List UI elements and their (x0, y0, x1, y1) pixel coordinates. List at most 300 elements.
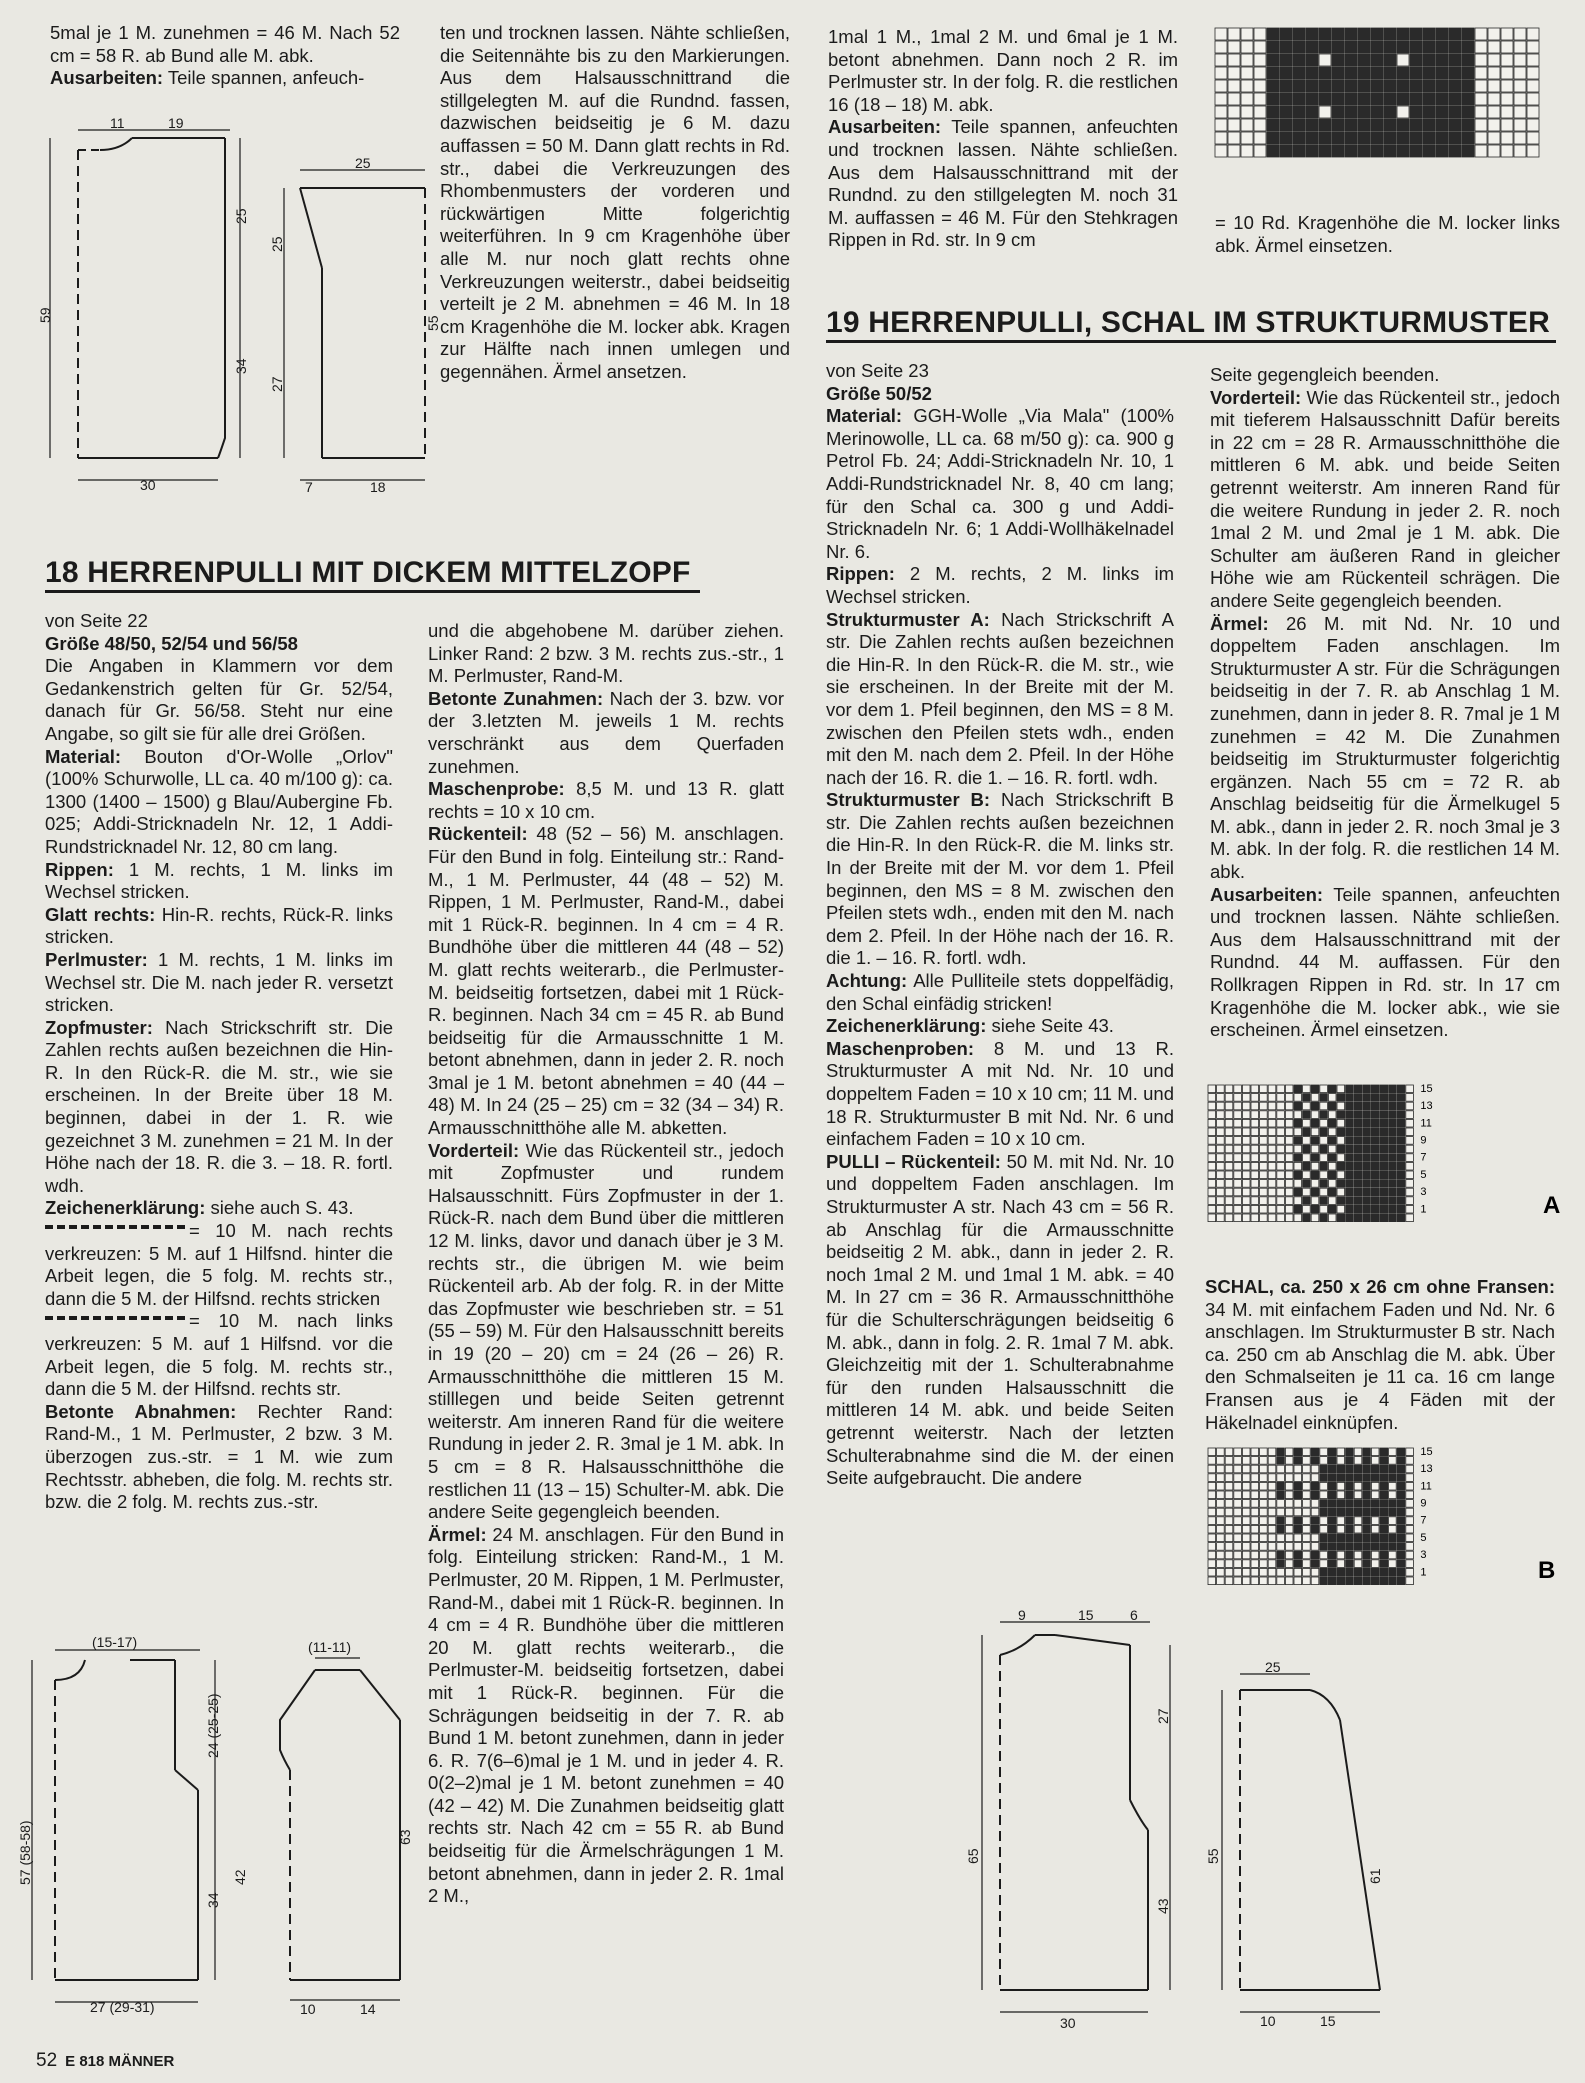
chart-cell (1251, 1517, 1259, 1525)
paragraph: Glatt rechts: Hin-R. rechts, Rück-R. links stricken. (45, 903, 393, 948)
chart-cell (1294, 1171, 1302, 1179)
chart-cell (1354, 1214, 1362, 1222)
chart-cell (1303, 1119, 1311, 1127)
chart-cell (1251, 1551, 1259, 1559)
chart-cell (1268, 1465, 1276, 1473)
chart-cell (1380, 1205, 1388, 1213)
chart-cell (1389, 1543, 1397, 1551)
dim-label: 34 (205, 1892, 221, 1908)
chart-cell (1449, 80, 1461, 92)
schematic-front-18-bottom (17, 1634, 230, 2020)
chart-cell (1294, 1474, 1302, 1482)
chart-cell (1277, 1534, 1285, 1542)
chart-cell (1346, 1102, 1354, 1110)
chart-cell (1354, 1171, 1362, 1179)
chart-cell (1311, 1457, 1319, 1465)
row-number: 5 (1420, 1168, 1427, 1181)
chart-cell (1397, 1119, 1405, 1127)
chart-cell (1311, 1162, 1319, 1170)
chart-cell (1285, 1508, 1293, 1516)
chart-cell (1320, 1560, 1328, 1568)
cross-right-symbol (45, 1225, 185, 1239)
chart-cell (1397, 1577, 1405, 1585)
chart-cell (1371, 1085, 1379, 1093)
paragraph: = 10 M. nach links verkreuzen: 5 M. auf 1 Hilfsnd. vor die Arbeit legen, die 5 folg. M. rechts str., dann die 5 M. der Hilfsnd. rechts str. (45, 1310, 393, 1400)
chart-cell (1251, 1508, 1259, 1516)
chart-cell (1277, 1119, 1285, 1127)
page-footer (36, 2050, 174, 2072)
dim-label: 63 (397, 1829, 413, 1845)
chart-cell (1380, 1508, 1388, 1516)
chart-cell (1363, 1119, 1371, 1127)
chart-cell (1234, 1094, 1242, 1102)
chart-cell (1328, 1171, 1336, 1179)
chart-cell (1384, 54, 1396, 66)
chart-cell (1294, 1145, 1302, 1153)
sec18-col1 (45, 610, 393, 1514)
chart-cell (1380, 1171, 1388, 1179)
chart-cell (1208, 1162, 1216, 1170)
dim-label: 24 (25-25) (205, 1693, 221, 1758)
chart-cell (1462, 132, 1474, 144)
dim-label: 15 (1078, 1607, 1094, 1623)
paragraph: Zeichenerklärung: siehe Seite 43. (826, 1015, 1114, 1037)
chart-cell (1363, 1448, 1371, 1456)
chart-cell (1320, 1162, 1328, 1170)
chart-cell (1241, 93, 1253, 105)
chart-cell (1380, 1534, 1388, 1542)
chart-cell (1423, 119, 1435, 131)
chart-cell (1389, 1457, 1397, 1465)
chart-cell (1346, 1543, 1354, 1551)
chart-cell (1389, 1145, 1397, 1153)
chart-cell (1254, 67, 1266, 79)
chart-cell (1242, 1094, 1250, 1102)
chart-cell (1267, 93, 1279, 105)
chart-cell (1294, 1128, 1302, 1136)
chart-cell (1311, 1534, 1319, 1542)
chart-cell (1320, 1180, 1328, 1188)
chart-cell (1294, 1560, 1302, 1568)
chart-cell (1397, 1474, 1405, 1482)
chart-cell (1294, 1457, 1302, 1465)
chart-cell (1449, 145, 1461, 157)
chart-cell (1423, 80, 1435, 92)
chart-cell (1234, 1534, 1242, 1542)
chart-cell (1346, 1162, 1354, 1170)
chart-cell (1328, 1180, 1336, 1188)
chart-cell (1285, 1577, 1293, 1585)
chart-cell (1423, 106, 1435, 118)
chart-cell (1384, 132, 1396, 144)
chart-cell (1389, 1180, 1397, 1188)
chart-cell (1320, 1491, 1328, 1499)
chart-cell (1208, 1525, 1216, 1533)
chart-cell (1332, 132, 1344, 144)
chart-cell (1208, 1119, 1216, 1127)
chart-cell (1406, 1214, 1414, 1222)
size: Größe 48/50, 52/54 und 56/58 (45, 632, 298, 654)
chart-cell (1260, 1517, 1268, 1525)
chart-cell (1285, 1551, 1293, 1559)
chart-cell (1225, 1162, 1233, 1170)
chart-cell (1215, 132, 1227, 144)
chart-cell (1217, 1534, 1225, 1542)
chart-cell (1306, 54, 1318, 66)
chart-cell (1251, 1448, 1259, 1456)
chart-cell (1215, 54, 1227, 66)
chart-cell (1371, 145, 1383, 157)
chart-cell (1384, 145, 1396, 157)
chart-cell (1358, 41, 1370, 53)
chart-cell (1225, 1102, 1233, 1110)
chart-cell (1345, 106, 1357, 118)
chart-cell (1303, 1568, 1311, 1576)
chart-cell (1406, 1162, 1414, 1170)
chart-cell (1228, 93, 1240, 105)
row-number: 7 (1420, 1514, 1427, 1527)
chart-cell (1328, 1145, 1336, 1153)
chart-cell (1277, 1171, 1285, 1179)
chart-cell (1397, 119, 1409, 131)
chart-cell (1363, 1560, 1371, 1568)
chart-cell (1234, 1482, 1242, 1490)
chart-cell (1311, 1197, 1319, 1205)
chart-cell (1389, 1482, 1397, 1490)
chart-cell (1406, 1457, 1414, 1465)
chart-cell (1267, 106, 1279, 118)
chart-cell (1251, 1094, 1259, 1102)
chart-cell (1423, 54, 1435, 66)
chart-cell (1389, 1128, 1397, 1136)
chart-cell (1306, 28, 1318, 40)
chart-cell (1268, 1162, 1276, 1170)
chart-cell (1328, 1188, 1336, 1196)
chart-cell (1371, 41, 1383, 53)
chart-cell (1337, 1508, 1345, 1516)
chart-cell (1397, 1534, 1405, 1542)
chart-cell (1346, 1551, 1354, 1559)
chart-cell (1380, 1197, 1388, 1205)
chart-cell (1285, 1111, 1293, 1119)
chart-cell (1217, 1474, 1225, 1482)
chart-cell (1397, 1517, 1405, 1525)
chart-cell (1208, 1188, 1216, 1196)
chart-cell (1293, 80, 1305, 92)
chart-cell (1208, 1111, 1216, 1119)
chart-cell (1251, 1171, 1259, 1179)
chart-cell (1346, 1500, 1354, 1508)
chart-cell (1277, 1154, 1285, 1162)
chart-cell (1303, 1171, 1311, 1179)
chart-a-label: A (1543, 1192, 1561, 1219)
chart-cell (1488, 132, 1500, 144)
chart-cell (1346, 1119, 1354, 1127)
chart-cell (1346, 1517, 1354, 1525)
chart-cell (1242, 1525, 1250, 1533)
chart-cell (1389, 1465, 1397, 1473)
chart-cell (1234, 1500, 1242, 1508)
chart-cell (1268, 1517, 1276, 1525)
chart-cell (1354, 1448, 1362, 1456)
chart-cell (1280, 80, 1292, 92)
chart-cell (1337, 1448, 1345, 1456)
chart-cell (1303, 1491, 1311, 1499)
chart-cell (1371, 1482, 1379, 1490)
chart-cell (1234, 1543, 1242, 1551)
chart-cell (1242, 1102, 1250, 1110)
chart-cell (1397, 41, 1409, 53)
top-left-text (50, 22, 400, 90)
chart-cell (1277, 1474, 1285, 1482)
chart-cell (1384, 93, 1396, 105)
schal-text (1205, 1276, 1555, 1434)
chart-cell (1380, 1102, 1388, 1110)
chart-cell (1406, 1094, 1414, 1102)
dim-label: 27 (1155, 1708, 1171, 1724)
chart-cell (1389, 1205, 1397, 1213)
chart-cell (1363, 1214, 1371, 1222)
row-number: 3 (1420, 1186, 1427, 1199)
chart-cell (1371, 1145, 1379, 1153)
chart-cell (1277, 1551, 1285, 1559)
chart-cell (1406, 1465, 1414, 1473)
chart-cell (1268, 1560, 1276, 1568)
chart-cell (1234, 1465, 1242, 1473)
chart-cell (1380, 1128, 1388, 1136)
chart-cell (1354, 1551, 1362, 1559)
paragraph: = 10 Rd. Kragenhöhe die M. locker links abk. Ärmel einsetzen. (1215, 212, 1560, 256)
chart-cell (1488, 119, 1500, 131)
chart-cell (1268, 1491, 1276, 1499)
chart-cell (1371, 54, 1383, 66)
chart-cell (1514, 80, 1526, 92)
chart-cell (1293, 93, 1305, 105)
chart-cell (1488, 93, 1500, 105)
chart-cell (1389, 1102, 1397, 1110)
chart-cell (1293, 28, 1305, 40)
chart-cell (1389, 1534, 1397, 1542)
chart-cell (1311, 1508, 1319, 1516)
paragraph: Ausarbeiten: Teile spannen, anfeuchten und trocknen lassen. Nähte schließen. Aus dem Halsausschnittrand mit der Rundnd. zu den stillgelegten M. noch 31 M. auffassen = 46 M. Für den Stehkragen Rippen in Rd. str. In 9 cm (828, 116, 1178, 251)
page-number: 52 (36, 2050, 58, 2071)
chart-cell (1371, 1137, 1379, 1145)
chart-cell (1306, 41, 1318, 53)
chart-cell (1225, 1197, 1233, 1205)
chart-cell (1268, 1474, 1276, 1482)
chart-cell (1380, 1500, 1388, 1508)
chart-cell (1217, 1154, 1225, 1162)
chart-cell (1346, 1534, 1354, 1542)
chart-cell (1242, 1474, 1250, 1482)
chart-cell (1363, 1111, 1371, 1119)
chart-cell (1363, 1465, 1371, 1473)
chart-cell (1242, 1457, 1250, 1465)
chart-cell (1267, 54, 1279, 66)
chart-cell (1345, 28, 1357, 40)
chart-cell (1251, 1491, 1259, 1499)
chart-cell (1267, 119, 1279, 131)
chart-cell (1397, 1214, 1405, 1222)
chart-cell (1268, 1543, 1276, 1551)
chart-cell (1320, 1525, 1328, 1533)
chart-cell (1320, 1500, 1328, 1508)
chart-cell (1306, 93, 1318, 105)
chart-cell (1319, 106, 1331, 118)
chart-cell (1371, 119, 1383, 131)
chart-cell (1380, 1482, 1388, 1490)
chart-cell (1242, 1482, 1250, 1490)
chart-cell (1501, 145, 1513, 157)
chart-cell (1410, 93, 1422, 105)
chart-cell (1354, 1560, 1362, 1568)
chart-cell (1337, 1517, 1345, 1525)
chart-cell (1217, 1525, 1225, 1533)
chart-cell (1311, 1474, 1319, 1482)
chart-cell (1285, 1465, 1293, 1473)
chart-cell (1251, 1205, 1259, 1213)
chart-cell (1260, 1128, 1268, 1136)
chart-cell (1354, 1534, 1362, 1542)
chart-cell (1225, 1137, 1233, 1145)
chart-cell (1234, 1577, 1242, 1585)
chart-cell (1234, 1111, 1242, 1119)
chart-cell (1225, 1094, 1233, 1102)
dim-label: 43 (1155, 1898, 1171, 1914)
chart-cell (1346, 1137, 1354, 1145)
chart-cell (1225, 1482, 1233, 1490)
dim-label: 30 (140, 477, 156, 493)
chart-cell (1363, 1137, 1371, 1145)
chart-cell (1293, 67, 1305, 79)
chart-cell (1380, 1465, 1388, 1473)
chart-cell (1406, 1102, 1414, 1110)
chart-cell (1358, 28, 1370, 40)
chart-cell (1311, 1119, 1319, 1127)
paragraph: Ärmel: 26 M. mit Nd. Nr. 10 und doppeltem Faden anschlagen. Im Strukturmuster A str. Für die Schrägungen beidseitig in der 7. R. ab Anschlag 1 M. zunehmen, dann in jeder 8. R. 7mal je 1 M zunehmen = 42 M. Die Zunahmen beidseitig im Strukturmuster folgerichtig ergänzen. Nach 55 cm = 72 R. ab Anschlag beidseitig für die Ärmelkugel 5 M. abk., dann in jeder 2. R. noch 3mal je 3 M. abk. In der folg. R. die restlichen 14 M. abk. (1210, 612, 1560, 883)
chart-cell (1320, 1205, 1328, 1213)
chart-cell (1397, 1111, 1405, 1119)
chart-cell (1397, 1543, 1405, 1551)
chart-cell (1337, 1482, 1345, 1490)
chart-cell (1280, 41, 1292, 53)
chart-cell (1277, 1197, 1285, 1205)
chart-cell (1328, 1508, 1336, 1516)
chart-cell (1311, 1517, 1319, 1525)
chart-cell (1406, 1171, 1414, 1179)
chart-cell (1234, 1171, 1242, 1179)
chart-cell (1397, 1180, 1405, 1188)
chart-cell (1320, 1119, 1328, 1127)
chart-cell (1277, 1214, 1285, 1222)
dim-label: 55 (425, 315, 441, 331)
chart-cell (1354, 1119, 1362, 1127)
size: Größe 50/52 (826, 382, 932, 404)
chart-cell (1303, 1154, 1311, 1162)
chart-cell (1410, 41, 1422, 53)
chart-cell (1371, 106, 1383, 118)
chart-cell (1397, 1094, 1405, 1102)
chart-cell (1363, 1517, 1371, 1525)
chart-cell (1514, 41, 1526, 53)
chart-cell (1320, 1534, 1328, 1542)
chart-cell (1328, 1577, 1336, 1585)
chart-cell (1217, 1205, 1225, 1213)
row-number: 9 (1420, 1497, 1427, 1510)
chart-cell (1242, 1188, 1250, 1196)
chart-cell (1397, 1137, 1405, 1145)
chart-cell (1277, 1111, 1285, 1119)
chart-cell (1363, 1577, 1371, 1585)
chart-cell (1251, 1568, 1259, 1576)
chart-cell (1319, 93, 1331, 105)
chart-cell (1345, 93, 1357, 105)
schematic-back-18 (37, 115, 250, 498)
paragraph: Vorderteil: Wie das Rückenteil str., jedoch mit tieferem Halsausschnitt Dafür bereits in 22 cm = 28 R. Armausschnitthöhe die mittleren 6 M. abk. und beide Seiten getrennt weiterstr. Am inneren Rand für die weitere Rundung in jeder 2. R. noch 1mal 2 M. und 2mal je 1 M. abk. Die Schulter am äußeren Rand in gleicher Höhe wie am Rückenteil schrägen. Die andere Seite gegengleich beenden. (1210, 386, 1560, 611)
chart-cell (1311, 1525, 1319, 1533)
chart-cell (1242, 1162, 1250, 1170)
chart-cell (1354, 1568, 1362, 1576)
chart-cell (1337, 1197, 1345, 1205)
chart-cell (1527, 28, 1539, 40)
chart-cell (1320, 1482, 1328, 1490)
chart-cell (1436, 93, 1448, 105)
chart-cell (1337, 1491, 1345, 1499)
chart-cell (1217, 1094, 1225, 1102)
chart-cell (1475, 93, 1487, 105)
chart-cell (1225, 1560, 1233, 1568)
chart-cell (1294, 1162, 1302, 1170)
chart-cell (1260, 1119, 1268, 1127)
chart-cell (1406, 1474, 1414, 1482)
chart-cell (1354, 1474, 1362, 1482)
chart-cell (1225, 1465, 1233, 1473)
chart-cell (1406, 1491, 1414, 1499)
chart-cell (1267, 145, 1279, 157)
chart-cell (1285, 1094, 1293, 1102)
chart-cell (1328, 1102, 1336, 1110)
chart-cell (1320, 1094, 1328, 1102)
chart-cell (1363, 1491, 1371, 1499)
chart-cell (1363, 1188, 1371, 1196)
chart-cell (1363, 1085, 1371, 1093)
chart-cell (1337, 1457, 1345, 1465)
chart-cell (1285, 1162, 1293, 1170)
chart-cell (1371, 1171, 1379, 1179)
chart-cell (1397, 1154, 1405, 1162)
chart-cell (1380, 1145, 1388, 1153)
chart-cell (1488, 67, 1500, 79)
chart-cell (1320, 1474, 1328, 1482)
chart-cell (1423, 67, 1435, 79)
chart-cell (1346, 1094, 1354, 1102)
chart-cell (1389, 1137, 1397, 1145)
chart-cell (1225, 1568, 1233, 1576)
paragraph: SCHAL, ca. 250 x 26 cm ohne Fransen: 34 M. mit einfachem Faden und Nd. Nr. 6 anschlagen. Im Strukturmuster B str. Nach ca. 250 cm ab Anschlag die M. abk. Über den Schmalseiten je 11 ca. 16 cm lange Fransen aus je 4 Fäden mit der Häkelnadel einknüpfen. (1205, 1276, 1555, 1433)
chart-cell (1328, 1457, 1336, 1465)
chart-cell (1251, 1457, 1259, 1465)
chart-cell (1303, 1137, 1311, 1145)
chart-cell (1501, 28, 1513, 40)
chart-cell (1397, 1525, 1405, 1533)
chart-cell (1254, 41, 1266, 53)
chart-cell (1527, 54, 1539, 66)
chart-cell (1294, 1111, 1302, 1119)
chart-cell (1277, 1482, 1285, 1490)
chart-cell (1337, 1180, 1345, 1188)
chart-cell (1251, 1577, 1259, 1585)
schematic-sleeve-18 (220, 1640, 420, 2020)
